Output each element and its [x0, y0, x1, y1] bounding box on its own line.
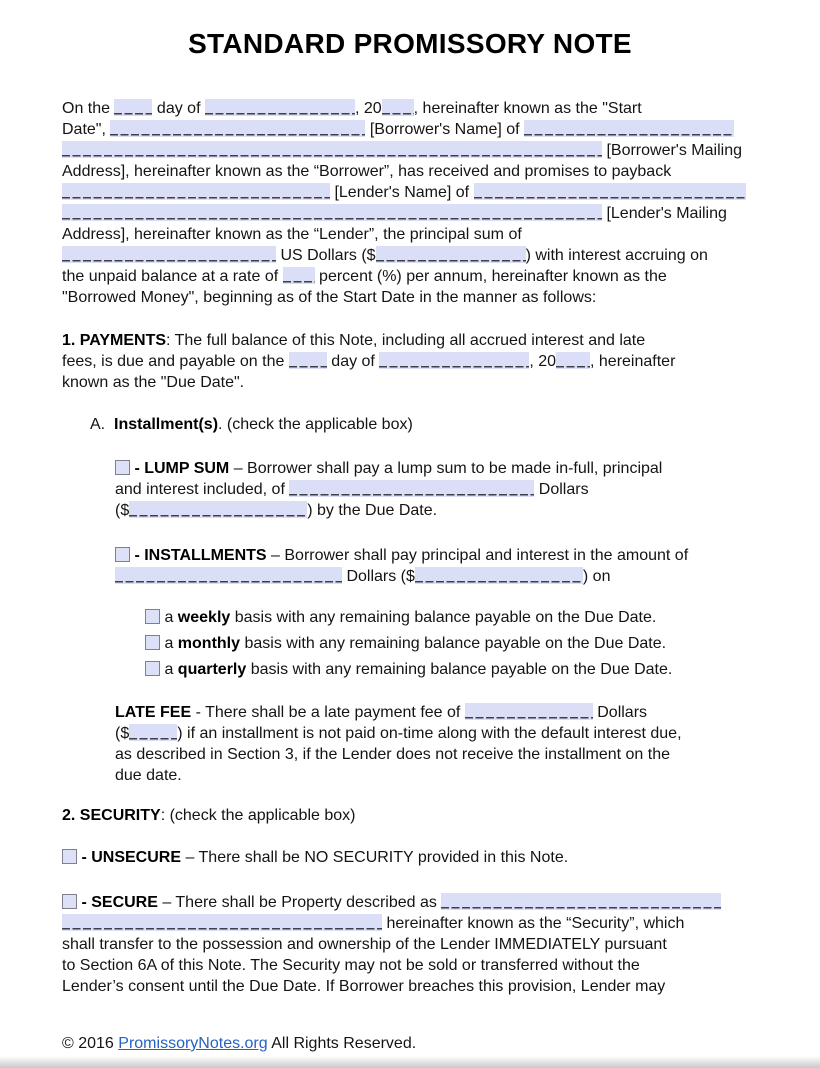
- text-line: [62, 934, 758, 955]
- secure-checkbox[interactable]: [62, 894, 77, 909]
- text-run: to Section 6A of this Note. The Security may not be sold or transferred without the: [62, 957, 640, 974]
- unsecure-checkbox[interactable]: [62, 849, 77, 864]
- text-run: LATE FEE: [115, 704, 192, 721]
- text-line: [62, 351, 758, 372]
- text-run: hereinafter known as the “Security”, which: [382, 915, 685, 932]
- text-run: : (check the applicable box): [160, 807, 356, 824]
- footer: [62, 1033, 758, 1054]
- text-run: [Borrower's Mailing: [602, 142, 742, 159]
- security-heading: [62, 805, 758, 826]
- text-run: [Lender's Mailing: [602, 205, 727, 222]
- lender-address-blank-1[interactable]: [474, 183, 746, 200]
- lump-sum-number-blank[interactable]: [129, 501, 307, 518]
- text-run: Dollars ($: [342, 568, 415, 585]
- text-line: [62, 805, 758, 826]
- text-line: [62, 976, 758, 997]
- text-run: Dollars: [534, 481, 589, 498]
- principal-words-blank[interactable]: [62, 246, 276, 263]
- promissorynotes-link[interactable]: PromissoryNotes.org: [118, 1035, 268, 1052]
- text-line: [115, 765, 758, 786]
- text-line: [62, 224, 758, 245]
- text-line: [62, 98, 758, 119]
- lump-sum-checkbox[interactable]: [115, 460, 130, 475]
- text-line: [115, 479, 758, 500]
- text-run: . (check the applicable box): [218, 416, 413, 433]
- text-run: , 20: [354, 100, 382, 117]
- start-month-blank[interactable]: [205, 99, 355, 116]
- due-day-blank[interactable]: [289, 352, 327, 369]
- text-run: 1. PAYMENTS: [62, 332, 167, 349]
- monthly-checkbox[interactable]: [145, 635, 160, 650]
- text-line: [62, 847, 758, 868]
- text-run: – Borrower shall pay a lump sum to be made in-full, principal: [229, 460, 663, 477]
- secure-clause: [62, 892, 758, 997]
- installments-clause: [115, 545, 758, 587]
- text-run: © 2016: [62, 1035, 119, 1052]
- text-line: [62, 182, 758, 203]
- property-description-blank-2[interactable]: [62, 914, 382, 931]
- text-line: [62, 1033, 758, 1054]
- text-line: [90, 414, 758, 435]
- text-line: [62, 119, 758, 140]
- text-run: Lender’s consent until the Due Date. If Borrower breaches this provision, Lender may: [62, 978, 666, 995]
- text-run: ) if an installment is not paid on-time along with the default interest due,: [177, 725, 682, 742]
- text-run: - SECURE: [77, 894, 158, 911]
- property-description-blank-1[interactable]: [441, 893, 721, 910]
- text-run: weekly: [177, 609, 231, 626]
- text-run: quarterly: [177, 661, 247, 678]
- due-month-blank[interactable]: [379, 352, 529, 369]
- installment-number-blank[interactable]: [415, 567, 583, 584]
- text-run: - INSTALLMENTS: [130, 547, 267, 564]
- text-line: [115, 702, 758, 723]
- text-line: [62, 161, 758, 182]
- text-run: A.: [90, 416, 115, 433]
- text-run: Address], hereinafter known as the “Borrower”, has received and promises to payback: [62, 163, 672, 180]
- weekly-checkbox[interactable]: [145, 609, 160, 624]
- text-line: [62, 330, 758, 351]
- text-run: as described in Section 3, if the Lender does not receive the installment on the: [115, 746, 671, 763]
- page-bottom-shadow: [0, 1056, 820, 1068]
- text-run: – Borrower shall pay principal and interest in the amount of: [266, 547, 689, 564]
- text-run: , hereinafter: [590, 353, 676, 370]
- text-run: the unpaid balance at a rate of: [62, 268, 283, 285]
- text-run: day of: [326, 353, 380, 370]
- text-run: , hereinafter known as the "Start: [413, 100, 642, 117]
- text-run: ) by the Due Date.: [307, 502, 438, 519]
- text-run: - UNSECURE: [77, 849, 182, 866]
- text-run: US Dollars ($: [276, 247, 376, 264]
- text-run: ) with interest accruing on: [525, 247, 708, 264]
- text-run: known as the "Due Date".: [62, 374, 245, 391]
- payments-section: [62, 330, 758, 393]
- late-fee-words-blank[interactable]: [465, 703, 593, 720]
- installments-checkbox[interactable]: [115, 547, 130, 562]
- late-fee-clause: [115, 702, 758, 786]
- text-line: [115, 545, 758, 566]
- text-run: "Borrowed Money", beginning as of the Start Date in the manner as follows:: [62, 289, 597, 306]
- borrower-address-blank-1[interactable]: [524, 120, 734, 137]
- interest-rate-blank[interactable]: [283, 267, 315, 284]
- text-line: [62, 372, 758, 393]
- text-run: [Lender's Name] of: [330, 184, 474, 201]
- text-line: [62, 266, 758, 287]
- quarterly-checkbox[interactable]: [145, 661, 160, 676]
- text-run: - There shall be a late payment fee of: [191, 704, 465, 721]
- text-line: [62, 892, 758, 913]
- text-run: ) on: [582, 568, 611, 585]
- text-line: [115, 458, 758, 479]
- text-run: a: [160, 609, 178, 626]
- payment-frequency-options: [145, 605, 758, 683]
- principal-number-blank[interactable]: [376, 246, 526, 263]
- text-run: monthly: [177, 635, 241, 652]
- text-line: [145, 605, 758, 631]
- text-run: and interest included, of: [115, 481, 290, 498]
- text-run: basis with any remaining balance payable on the Due Date.: [230, 609, 657, 626]
- text-line: [62, 955, 758, 976]
- text-run: day of: [152, 100, 205, 117]
- borrower-address-blank-2[interactable]: [62, 141, 602, 158]
- text-run: a: [160, 661, 178, 678]
- text-line: [115, 566, 758, 587]
- text-run: Address], hereinafter known as the “Lender”, the principal sum of: [62, 226, 522, 243]
- text-run: - LUMP SUM: [130, 460, 230, 477]
- text-run: a: [160, 635, 178, 652]
- text-line: [62, 140, 758, 161]
- text-run: fees, is due and payable on the: [62, 353, 289, 370]
- text-run: 2. SECURITY: [62, 807, 161, 824]
- text-run: , 20: [529, 353, 557, 370]
- intro-paragraph: [62, 98, 758, 308]
- lender-address-blank-2[interactable]: [62, 204, 602, 221]
- text-run: basis with any remaining balance payable on the Due Date.: [246, 661, 673, 678]
- text-line: [115, 500, 758, 521]
- text-run: basis with any remaining balance payable on the Due Date.: [240, 635, 667, 652]
- installment-words-blank[interactable]: [115, 567, 342, 584]
- text-run: – There shall be Property described as: [157, 894, 442, 911]
- text-run: Date",: [62, 121, 111, 138]
- text-run: shall transfer to the possession and ownership of the Lender IMMEDIATELY pursuant: [62, 936, 667, 953]
- text-run: percent (%) per annum, hereinafter known as the: [314, 268, 667, 285]
- installments-heading: [90, 414, 758, 435]
- text-line: [115, 723, 758, 744]
- lump-sum-words-blank[interactable]: [289, 480, 534, 497]
- text-run: All Rights Reserved.: [267, 1035, 417, 1052]
- text-run: : The full balance of this Note, including all accrued interest and late: [166, 332, 646, 349]
- document-title: STANDARD PROMISSORY NOTE: [188, 28, 632, 59]
- text-run: ($: [115, 725, 130, 742]
- start-year-blank[interactable]: [382, 99, 414, 116]
- text-line: [115, 744, 758, 765]
- lump-sum-clause: [115, 458, 758, 521]
- unsecure-clause: [62, 847, 758, 868]
- text-line: [145, 657, 758, 683]
- text-line: [62, 913, 758, 934]
- borrower-name-blank[interactable]: [110, 120, 365, 137]
- text-run: On the: [62, 100, 115, 117]
- text-line: [145, 631, 758, 657]
- start-day-blank[interactable]: [114, 99, 152, 116]
- text-line: [62, 287, 758, 308]
- lender-name-blank[interactable]: [62, 183, 330, 200]
- text-run: ($: [115, 502, 130, 519]
- due-year-blank[interactable]: [556, 352, 590, 369]
- text-run: [Borrower's Name] of: [365, 121, 525, 138]
- text-run: due date.: [115, 767, 182, 784]
- text-run: – There shall be NO SECURITY provided in this Note.: [181, 849, 569, 866]
- text-run: Installment(s): [114, 416, 219, 433]
- text-line: [62, 245, 758, 266]
- text-run: Dollars: [592, 704, 648, 721]
- late-fee-number-blank[interactable]: [129, 724, 177, 741]
- text-line: [62, 203, 758, 224]
